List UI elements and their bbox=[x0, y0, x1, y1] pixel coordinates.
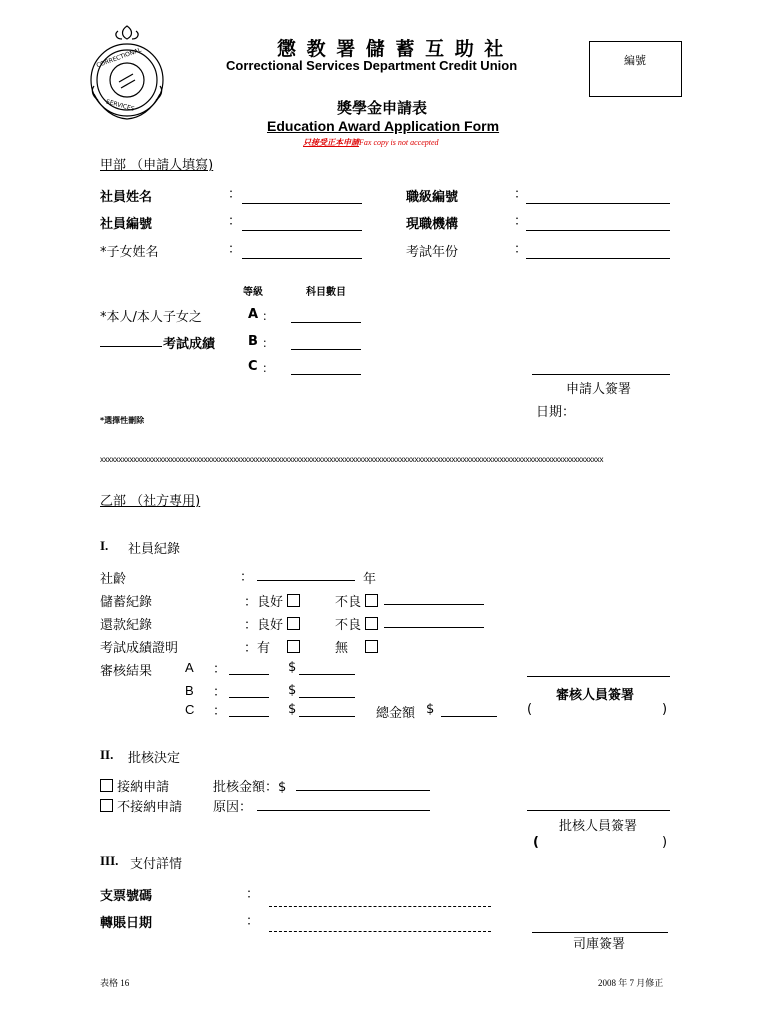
approver-signature-line[interactable] bbox=[527, 810, 670, 811]
review-grade-a-label: A bbox=[185, 660, 194, 675]
repayment-bad-checkbox[interactable] bbox=[365, 617, 378, 630]
colon: ： bbox=[240, 570, 254, 585]
colon: ： bbox=[228, 187, 242, 202]
child-name-label: *子女姓名 bbox=[100, 245, 159, 260]
year-unit: 年 bbox=[363, 572, 377, 587]
good-label: ：良好 bbox=[244, 618, 284, 633]
bad-label: 不良 bbox=[335, 618, 362, 633]
review-grade-a-count-field[interactable] bbox=[229, 674, 269, 675]
posting-date-label: 轉賬日期 bbox=[100, 916, 153, 931]
close-paren: ) bbox=[662, 702, 668, 717]
colon: ： bbox=[514, 187, 528, 202]
logo-text-top: CORRECTIONAL bbox=[95, 46, 143, 70]
review-grade-b-count-field[interactable] bbox=[229, 697, 269, 698]
savings-good-option[interactable] bbox=[244, 591, 300, 610]
part-b-heading: 乙部 （社方專用) bbox=[100, 494, 201, 509]
grade-b-label: B bbox=[248, 334, 258, 349]
part-a-heading: 甲部 （申請人填寫) bbox=[100, 158, 214, 173]
date-label: 日期： bbox=[536, 405, 576, 420]
cut-line-separator: xxxxxxxxxxxxxxxxxxxxxxxxxxxxxxxxxxxxxxxxxxxxxxxxxxxxxxxxxxxxxxxxxxxxxxxxxxxxxxxxxxxxxxxxxxxxxxxxxxxxxxxxxxxxxxxxxxxxxxxxxxxxxxxxxxxxxxxx bbox=[100, 455, 604, 464]
savings-record-label: 儲蓄紀錄 bbox=[100, 595, 153, 610]
repayment-bad-remark-field[interactable] bbox=[384, 627, 484, 628]
review-grade-c-count-field[interactable] bbox=[229, 716, 269, 717]
review-grade-c-amount-field[interactable] bbox=[299, 716, 355, 717]
repayment-bad-option[interactable] bbox=[335, 614, 378, 633]
membership-age-label: 社齡 bbox=[100, 572, 127, 587]
subjects-column-header: 科目數目 bbox=[306, 287, 346, 298]
grade-c-label: C bbox=[248, 359, 258, 374]
approved-amount-field[interactable] bbox=[296, 790, 430, 791]
child-name-field[interactable] bbox=[242, 258, 362, 259]
logo-text-bottom: SERVICES bbox=[105, 98, 136, 113]
savings-bad-option[interactable] bbox=[335, 591, 378, 610]
dollar-sign: $ bbox=[288, 683, 297, 698]
dollar-sign: $ bbox=[288, 660, 297, 675]
grade-c-subjects-field[interactable] bbox=[291, 374, 361, 375]
section-1-number: I. bbox=[100, 538, 109, 553]
review-grade-c-label: C bbox=[185, 702, 195, 717]
dollar-sign: $ bbox=[288, 702, 297, 717]
repayment-good-option[interactable] bbox=[244, 614, 300, 633]
approver-signature-label: 批核人員簽署 bbox=[559, 819, 638, 834]
total-amount-label: 總金額 bbox=[376, 706, 416, 721]
close-paren: ) bbox=[662, 835, 668, 850]
colon: ： bbox=[228, 214, 242, 229]
repayment-good-checkbox[interactable] bbox=[287, 617, 300, 630]
grade-b-subjects-field[interactable] bbox=[291, 349, 361, 350]
section-3-title: 支付詳情 bbox=[130, 857, 183, 872]
colon: ： bbox=[246, 887, 260, 902]
title-chinese: 懲 教 署 儲 蓄 互 助 社 bbox=[277, 38, 506, 60]
reason-field[interactable] bbox=[257, 810, 430, 811]
review-grade-a-amount-field[interactable] bbox=[299, 674, 355, 675]
review-grade-b-amount-field[interactable] bbox=[299, 697, 355, 698]
fax-notice-chinese: 只接受正本申請 bbox=[303, 138, 359, 147]
exam-year-field[interactable] bbox=[526, 258, 670, 259]
colon: ： bbox=[514, 242, 528, 257]
colon: ： bbox=[262, 309, 275, 323]
section-2-title: 批核決定 bbox=[128, 751, 181, 766]
applicant-signature-label: 申請人簽署 bbox=[566, 382, 632, 397]
review-grade-b-label: B bbox=[185, 683, 194, 698]
member-name-field[interactable] bbox=[242, 203, 362, 204]
reviewer-signature-label: 審核人員簽署 bbox=[556, 688, 635, 703]
form-title-english: Education Award Application Form bbox=[267, 118, 500, 134]
yes-label: ：有 bbox=[244, 641, 271, 656]
cheque-number-field[interactable] bbox=[269, 906, 491, 907]
grade-a-subjects-field[interactable] bbox=[291, 322, 361, 323]
current-office-field[interactable] bbox=[526, 230, 670, 231]
section-2-number: II. bbox=[100, 747, 114, 762]
fax-notice bbox=[303, 137, 439, 148]
dollar-sign: $ bbox=[426, 702, 435, 717]
open-paren: ( bbox=[527, 702, 533, 717]
reference-number-label: 編號 bbox=[624, 54, 646, 67]
open-paren: ( bbox=[533, 835, 539, 850]
approved-amount-label: 批核金額：$ bbox=[213, 780, 287, 795]
colon: ： bbox=[514, 214, 528, 229]
exam-proof-yes-option[interactable] bbox=[244, 637, 300, 656]
section-3-number: III. bbox=[100, 853, 119, 868]
exam-name-field[interactable] bbox=[100, 346, 162, 347]
grade-a-label: A bbox=[248, 307, 259, 322]
fax-notice-english: Fax copy is not accepted bbox=[359, 138, 439, 147]
colon: ： bbox=[246, 914, 260, 929]
posting-date-field[interactable] bbox=[269, 931, 491, 932]
exam-proof-no-checkbox[interactable] bbox=[365, 640, 378, 653]
bad-label: 不良 bbox=[335, 595, 362, 610]
exam-results-label: 考試成績 bbox=[163, 337, 216, 352]
member-number-label: 社員編號 bbox=[100, 217, 153, 232]
form-title-chinese: 獎學金申請表 bbox=[337, 99, 428, 117]
exam-proof-no-option[interactable] bbox=[335, 637, 378, 656]
credit-union-logo bbox=[88, 22, 166, 122]
reference-number-box[interactable] bbox=[589, 41, 682, 97]
cheque-number-label: 支票號碼 bbox=[100, 889, 153, 904]
title-english: Correctional Services Department Credit Union bbox=[226, 58, 518, 73]
reject-application-option[interactable] bbox=[100, 796, 182, 815]
exam-year-label: 考試年份 bbox=[406, 245, 459, 260]
rank-number-field[interactable] bbox=[526, 203, 670, 204]
colon: ： bbox=[262, 336, 275, 350]
savings-good-checkbox[interactable] bbox=[287, 594, 300, 607]
colon: ： bbox=[262, 361, 275, 375]
accept-checkbox[interactable] bbox=[100, 779, 113, 792]
rank-number-label: 職級編號 bbox=[406, 190, 459, 205]
membership-age-field[interactable] bbox=[257, 580, 355, 581]
no-label: 無 bbox=[335, 641, 349, 656]
form-number: 表格 16 bbox=[100, 978, 130, 988]
self-child-label: *本人/本人子女之 bbox=[100, 310, 202, 325]
colon: ： bbox=[213, 662, 227, 677]
exam-proof-yes-checkbox[interactable] bbox=[287, 640, 300, 653]
repayment-record-label: 還款紀錄 bbox=[100, 618, 153, 633]
member-name-label: 社員姓名 bbox=[100, 190, 153, 205]
section-1-title: 社員紀錄 bbox=[128, 542, 181, 557]
reviewer-signature-line[interactable] bbox=[527, 676, 670, 677]
reject-checkbox[interactable] bbox=[100, 799, 113, 812]
reason-label: 原因： bbox=[213, 800, 253, 815]
revision-date: 2008 年 7 月修正 bbox=[598, 978, 664, 988]
savings-bad-remark-field[interactable] bbox=[384, 604, 484, 605]
current-office-label: 現職機構 bbox=[406, 217, 459, 232]
accept-application-option[interactable] bbox=[100, 776, 169, 795]
applicant-signature-line[interactable] bbox=[532, 374, 670, 375]
exam-proof-label: 考試成績證明 bbox=[100, 641, 179, 656]
colon: ： bbox=[213, 685, 227, 700]
total-amount-field[interactable] bbox=[441, 716, 497, 717]
delete-note: *選擇性刪除 bbox=[100, 416, 145, 425]
good-label: ：良好 bbox=[244, 595, 284, 610]
review-result-label: 審核結果 bbox=[100, 664, 153, 679]
savings-bad-checkbox[interactable] bbox=[365, 594, 378, 607]
reject-label: 不接納申請 bbox=[117, 800, 183, 815]
colon: ： bbox=[213, 704, 227, 719]
colon: ： bbox=[228, 242, 242, 257]
grade-column-header: 等級 bbox=[243, 287, 263, 298]
accept-label: 接納申請 bbox=[117, 780, 170, 795]
treasurer-signature-label: 司庫簽署 bbox=[573, 937, 626, 952]
member-number-field[interactable] bbox=[242, 230, 362, 231]
